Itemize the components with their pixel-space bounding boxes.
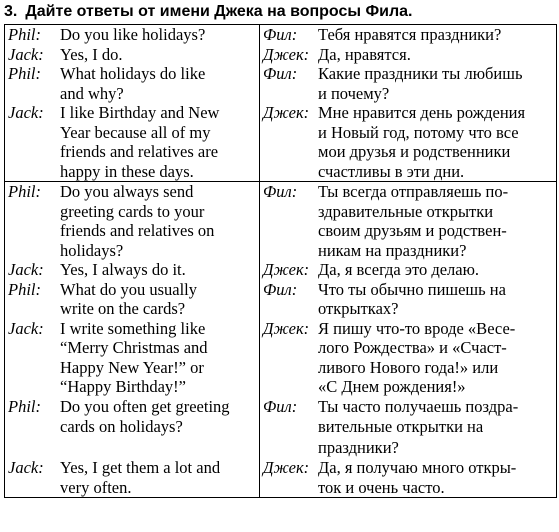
utterance-text: “Merry Christmas and: [60, 338, 208, 357]
dialogue-line: [260, 123, 556, 143]
utterance-text: никам на праздники?: [318, 240, 467, 260]
speaker-label: Phil:: [8, 25, 41, 44]
dialogue-line: [5, 25, 259, 45]
speaker-label: [5, 299, 60, 319]
utterance-text: открытках?: [318, 299, 399, 318]
russian-cell: [260, 103, 557, 182]
dialogue-line: [260, 64, 556, 84]
dialogue-line: [5, 478, 259, 498]
russian-cell: [260, 25, 557, 45]
english-cell: [5, 458, 260, 498]
utterance-text: Тебя нравятся праздники?: [318, 25, 502, 44]
english-cell: [5, 25, 260, 45]
speaker-label: Phil:: [8, 396, 41, 416]
dialogue-line: [260, 438, 556, 459]
english-cell: [5, 64, 260, 103]
dialogue-row: [5, 25, 557, 45]
speaker-label: Джек:: [263, 458, 310, 477]
dialogue-line: [5, 458, 259, 478]
dialogue-line: [5, 280, 259, 300]
dialogue-line: [5, 162, 259, 182]
speaker-label: Jack:: [8, 260, 44, 279]
utterance-text: и почему?: [318, 83, 390, 103]
dialogue-line: [260, 45, 556, 65]
speaker-label: [5, 338, 60, 358]
utterance-text: happy in these days.: [60, 161, 194, 181]
speaker-label: [260, 142, 318, 162]
dialogue-line: [260, 103, 556, 123]
dialogue-row: [5, 182, 557, 261]
utterance-text: Do you always send: [60, 182, 194, 201]
utterance-text: Я пишу что-то вроде «Весе-: [318, 318, 516, 338]
utterance-text: very often.: [60, 477, 132, 497]
utterance-text: I like Birthday and New: [60, 103, 220, 122]
speaker-label: Phil:: [8, 64, 41, 83]
dialogue-row: [5, 397, 557, 459]
russian-cell: [260, 260, 557, 280]
dialogue-row: [5, 260, 557, 280]
dialogue-row: [5, 64, 557, 103]
utterance-text: Do you like holidays?: [60, 25, 206, 44]
english-cell: [5, 397, 260, 459]
utterance-text: мои друзья и родственники: [318, 142, 511, 161]
utterance-text: cards on holidays?: [60, 417, 183, 436]
russian-cell: [260, 319, 557, 397]
utterance-text: здравительные открытки: [318, 201, 494, 221]
utterance-text: friends and relatives on: [60, 221, 215, 240]
utterance-text: Какие праздники ты любишь: [318, 64, 523, 83]
utterance-text: и Новый год, потому что все: [318, 122, 519, 142]
russian-cell: [260, 397, 557, 459]
speaker-label: [260, 478, 318, 498]
dialogue-line: [260, 84, 556, 104]
speaker-label: [260, 84, 318, 104]
dialogue-row: [5, 319, 557, 397]
speaker-label: [260, 162, 318, 182]
dialogue-line: [260, 377, 556, 397]
speaker-label: [260, 202, 318, 222]
speaker-label: [260, 417, 318, 437]
dialogue-line: [260, 299, 556, 319]
speaker-label: [260, 358, 318, 378]
russian-cell: [260, 280, 557, 319]
dialogue-line: [5, 64, 259, 84]
speaker-label: Phil:: [8, 182, 41, 201]
utterance-text: “Happy Birthday!”: [60, 377, 186, 396]
exercise-heading: [4, 1, 554, 23]
dialogue-line: [260, 397, 556, 418]
dialogue-line: [5, 84, 259, 104]
dialogue-line: [5, 221, 259, 241]
speaker-label: [260, 221, 318, 241]
english-cell: [5, 103, 260, 182]
speaker-label: [260, 123, 318, 143]
dialogue-line: [260, 162, 556, 182]
speaker-label: [5, 123, 60, 143]
speaker-label: [5, 202, 60, 222]
russian-cell: [260, 458, 557, 498]
dialogue-line: [260, 182, 556, 202]
utterance-text: Да, нравятся.: [318, 44, 411, 64]
speaker-label: [5, 417, 60, 437]
dialogue-line: [260, 241, 556, 261]
utterance-text: Yes, I always do it.: [60, 260, 186, 279]
utterance-text: праздники?: [318, 437, 399, 457]
speaker-label: Jack:: [8, 458, 44, 477]
dialogue-line: [260, 417, 556, 438]
speaker-label: [260, 377, 318, 397]
english-cell: [5, 280, 260, 319]
speaker-label: [5, 142, 60, 162]
utterance-text: ливого Нового года!» или: [318, 357, 499, 377]
dialogue-line: [5, 142, 259, 162]
dialogue-line: [260, 358, 556, 378]
utterance-text: friends and relatives are: [60, 142, 219, 161]
exercise-title: Дайте ответы от имени Джека на вопросы Фила.: [25, 3, 413, 20]
english-cell: [5, 45, 260, 65]
utterance-text: Do you often get greeting: [60, 396, 230, 416]
dialogue-table: [4, 24, 557, 498]
dialogue-line: [260, 458, 556, 478]
english-cell: [5, 260, 260, 280]
speaker-label: Jack:: [8, 44, 44, 64]
dialogue-line: [5, 358, 259, 378]
utterance-text: ток и очень часто.: [318, 477, 445, 497]
dialogue-body: [5, 25, 557, 498]
dialogue-line: [5, 103, 259, 123]
dialogue-line: [260, 202, 556, 222]
utterance-text: and why?: [60, 83, 124, 103]
dialogue-line: [260, 221, 556, 241]
speaker-label: Джек:: [263, 318, 310, 338]
speaker-label: Джек:: [263, 44, 310, 64]
utterance-text: Мне нравится день рождения: [318, 103, 526, 122]
speaker-label: [260, 438, 318, 458]
english-cell: [5, 319, 260, 397]
utterance-text: Year because all of my: [60, 122, 211, 142]
dialogue-line: [260, 478, 556, 498]
utterance-text: Да, я всегда это делаю.: [318, 260, 480, 279]
dialogue-line: [260, 25, 556, 45]
speaker-label: [260, 241, 318, 261]
dialogue-line: [5, 397, 259, 418]
speaker-label: [5, 478, 60, 498]
dialogue-line: [5, 260, 259, 280]
utterance-text: Ты часто получаешь поздра-: [318, 396, 519, 416]
utterance-text: holidays?: [60, 240, 124, 260]
utterance-text: лого Рождества» и «Счаст-: [318, 338, 507, 357]
dialogue-row: [5, 103, 557, 182]
speaker-label: Джек:: [263, 103, 310, 122]
dialogue-line: [5, 377, 259, 397]
english-cell: [5, 182, 260, 261]
dialogue-line: [260, 280, 556, 300]
dialogue-line: [260, 142, 556, 162]
dialogue-row: [5, 45, 557, 65]
speaker-label: [5, 358, 60, 378]
dialogue-row: [5, 280, 557, 319]
russian-cell: [260, 45, 557, 65]
utterance-text: write on the cards?: [60, 299, 186, 318]
speaker-label: [5, 377, 60, 397]
exercise-number: 3.: [4, 3, 18, 20]
utterance-text: счастливы в эти дни.: [318, 161, 465, 181]
dialogue-line: [260, 260, 556, 280]
utterance-text: Happy New Year!” or: [60, 357, 204, 377]
dialogue-line: [5, 241, 259, 261]
dialogue-line: [260, 338, 556, 358]
utterance-text: своим друзьям и родствен-: [318, 221, 507, 240]
speaker-label: Phil:: [8, 279, 41, 299]
speaker-label: [5, 221, 60, 241]
utterance-text: Yes, I do.: [60, 44, 123, 64]
utterance-text: «С Днем рождения!»: [318, 377, 466, 396]
speaker-label: Jack:: [8, 103, 44, 122]
utterance-text: Ты всегда отправляешь по-: [318, 182, 509, 201]
speaker-label: Джек:: [263, 260, 310, 279]
utterance-text: I write something like: [60, 318, 206, 338]
speaker-label: Фил:: [263, 396, 298, 416]
speaker-label: [5, 241, 60, 261]
dialogue-line: [5, 123, 259, 143]
dialogue-line: [5, 202, 259, 222]
speaker-label: Фил:: [263, 25, 298, 44]
speaker-label: [5, 84, 60, 104]
speaker-label: Фил:: [263, 182, 298, 201]
speaker-label: [260, 338, 318, 358]
speaker-label: Jack:: [8, 318, 44, 338]
dialogue-row: [5, 458, 557, 498]
dialogue-line: [5, 338, 259, 358]
speaker-label: [260, 299, 318, 319]
speaker-label: [5, 162, 60, 182]
utterance-text: Да, я получаю много откры-: [318, 458, 517, 477]
dialogue-line: [5, 319, 259, 339]
russian-cell: [260, 64, 557, 103]
speaker-label: Фил:: [263, 279, 298, 299]
russian-cell: [260, 182, 557, 261]
dialogue-line: [5, 417, 259, 438]
utterance-text: вительные открытки на: [318, 417, 484, 436]
speaker-label: Фил:: [263, 64, 298, 83]
dialogue-line: [260, 319, 556, 339]
utterance-text: Yes, I get them a lot and: [60, 458, 221, 477]
utterance-text: What do you usually: [60, 279, 198, 299]
utterance-text: greeting cards to your: [60, 201, 205, 221]
utterance-text: What holidays do like: [60, 64, 206, 83]
dialogue-line: [5, 299, 259, 319]
utterance-text: Что ты обычно пишешь на: [318, 279, 506, 299]
dialogue-line: [5, 182, 259, 202]
dialogue-line: [5, 45, 259, 65]
